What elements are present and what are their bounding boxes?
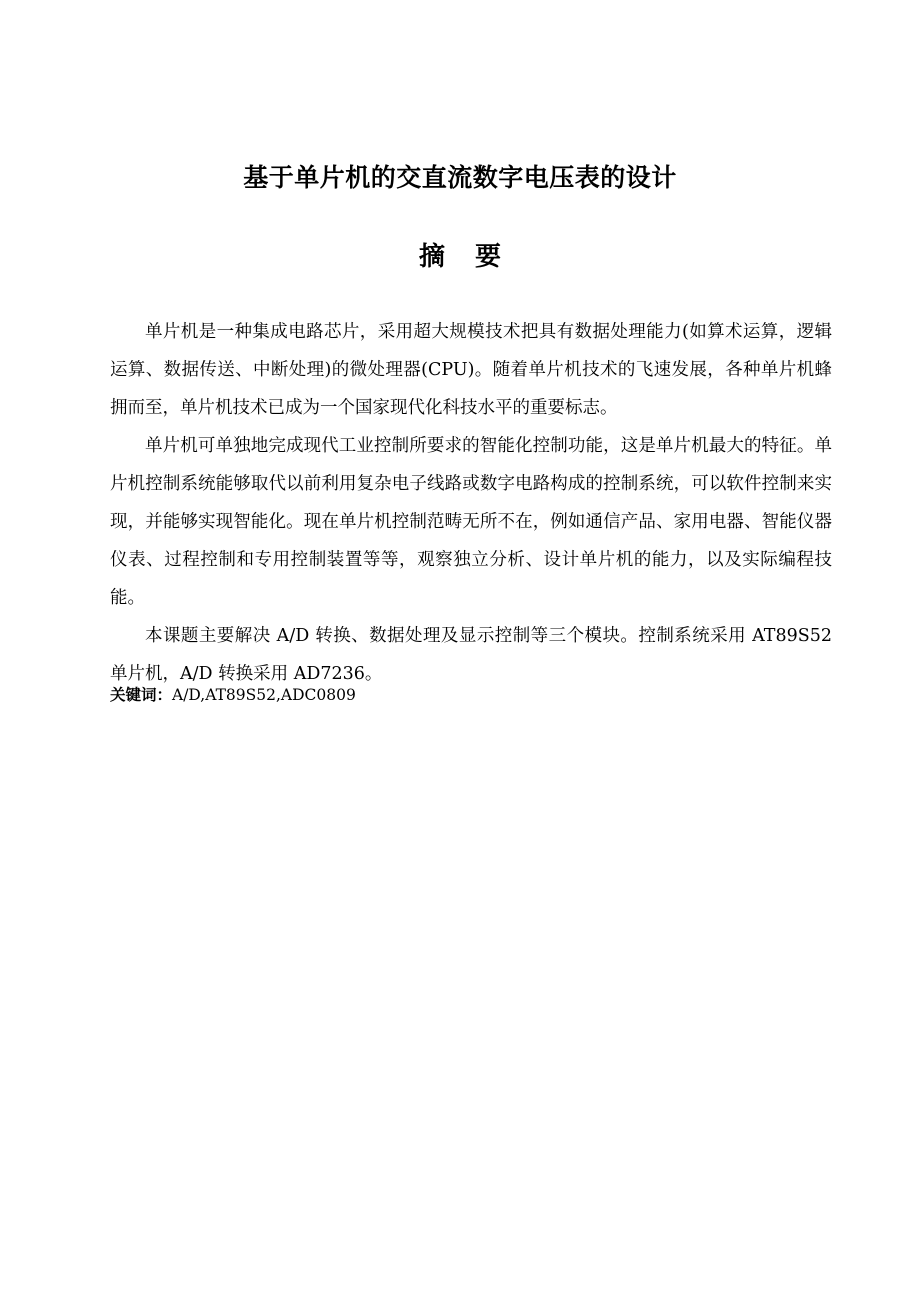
document-title: 基于单片机的交直流数字电压表的设计 — [243, 163, 677, 192]
abstract-heading — [0, 238, 920, 276]
abstract-body — [110, 313, 832, 693]
abstract-paragraph-2: 单片机可单独地完成现代工业控制所要求的智能化控制功能，这是单片机最大的特征。单片机控制系统能够取代以前利用复杂电子线路或数字电路构成的控制系统，可以软件控制来实现，并能够实现智能化。现在单片机控制范畴无所不在，例如通信产品、家用电器、智能仪器仪表、过程控制和专用控制装置等等，观察独立分析、设计单片机的能力，以及实际编程技能。 — [110, 436, 832, 608]
abstract-heading-char-1: 摘 — [418, 242, 445, 272]
abstract-heading-char-2: 要 — [475, 242, 502, 272]
keywords-value: A/D,AT89S52,ADC0809 — [172, 686, 356, 704]
keywords-line — [110, 681, 832, 709]
keywords-label: 关键词： — [110, 686, 173, 704]
abstract-paragraph-1: 单片机是一种集成电路芯片，采用超大规模技术把具有数据处理能力(如算术运算，逻辑运算、数据传送、中断处理)的微处理器(CPU)。随着单片机技术的飞速发展，各种单片机蜂拥而至，单片机技术已成为一个国家现代化科技水平的重要标志。 — [110, 322, 832, 418]
abstract-paragraph-3: 本课题主要解决 A/D 转换、数据处理及显示控制等三个模块。控制系统采用 AT89S52 单片机，A/D 转换采用 AD7236。 — [110, 626, 832, 684]
